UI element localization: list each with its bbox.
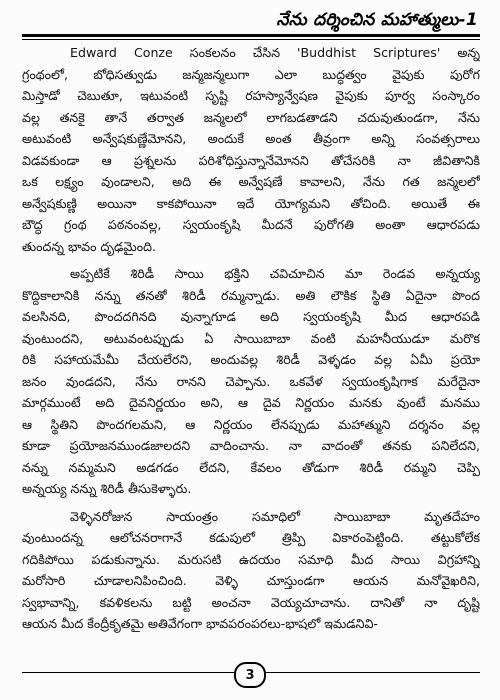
text-line: ఒక లక్ష్యం వుండాలని, అది ఈ అన్వేషణే కావాలని, నేను గత జన్మలలో (22, 174, 480, 189)
text-line: వుంటుందన్న ఆలోచనరాగానే కడుపులో త్రిప్పి వికారంపెట్టింది. తట్టుకోలేక (22, 530, 480, 545)
text-line: గదికిపోయి పడుకున్నాను. మరుసటి ఉదయం సమాధి మీద సాయి విగ్రహాన్ని (22, 551, 480, 567)
text-line: మిస్తాడో చెబుతూ, ఇటువంటి సృష్టి రహస్యాన్వేషణ వైపుకు పూర్వ సంస్కారం (22, 88, 480, 103)
text-line: వలసినది, పొందదగినది వున్నాగూడ అది స్వయంకృషి మీద ఆధారపడి (22, 309, 480, 324)
text-line: మరోసారి చూడాలనిపించింది. వెళ్ళి చూస్తుండగా ఆయన మనోవైఖరిని, (22, 573, 480, 588)
text-line: Edward Conze సంకలనం చేసిన 'Buddhist Scriptures' అన్న (70, 45, 480, 60)
text-line: ఆ స్థితిని పొందగలమని, ఆ నిర్ణయం లేనప్పుడు మహాత్ముని దర్శనం వల్ల (22, 416, 480, 432)
text-line: జనం వుండదని, నేను రానని చెప్పాను. ఒకవేళ స్వయంకృషిగాక మరేదైనా (22, 373, 480, 389)
text-line: వల్ల తనకై తానే తర్వాత జన్మలలో లాగబడతాడని చదువుతుండగా, నేను (22, 109, 480, 125)
paragraph (22, 263, 480, 500)
page-number-text: 3 (245, 667, 255, 683)
running-header (22, 4, 480, 34)
text-line: అటువంటి అన్వేషకుణ్ణేమోనని, అందుకే అంత తీవ్రంగా అన్ని సంవత్సరాలు (22, 131, 480, 146)
text-line: తుందన్న భావం దృఢమైంది. (22, 238, 156, 254)
header-rule-thick (22, 34, 480, 37)
page-body (22, 42, 480, 635)
text-line: వుంటుందని, అటువంటప్పుడు ఏ సాయిబాబా వంటి మహనీయుడూ మరొక (22, 330, 480, 346)
header-rule-thin (22, 39, 480, 40)
text-line: కూడా ప్రయోజనముండజాలదని వాదించాను. నా వాదంతో తనకు పనిలేదని, (22, 438, 480, 453)
text-line: వెళ్ళినరోజున సాయంత్రం సమాధిలో సాయిబాబా మృతదేహం (70, 508, 480, 524)
text-line: బౌద్ధ గ్రంథ పఠనంవల్ల, స్వయంకృషి మీదనే పురోగతి అంతా ఆధారపడు (22, 217, 480, 232)
text-line: అప్పటికే శిరిడీ సాయి భక్తిని చవిచూచిన మా రెండవ అన్నయ్య (70, 266, 480, 281)
text-line: అన్వేషకుణ్ణి అయినా కాకపోయినా ఇదే యోగ్యమని తోచింది. అయితే ఈ (22, 195, 480, 211)
text-line: ఆయన మీద కేంద్రీకృతమై అతివేగంగా భావపరంపరలు-భాషలో ఇమడనివి- (22, 616, 378, 631)
paragraph (22, 42, 480, 257)
text-line: రికి సహాయమేమీ చేయలేరని, అందువల్ల శిరిడీ వెళ్ళడం వల్ల ఏమీ ప్రయో (22, 352, 480, 367)
text-line: మార్గముంటే అది దైవనిర్ణయం అని, ఆ దైవ నిర్ణయం మనకు వుంటే మనము (22, 395, 480, 410)
running-header-title: నేను దర్శించిన మహాత్ములు-1 (276, 10, 478, 30)
text-line: స్వభావాన్ని, కవళికలను బట్టి అంచనా వెయ్యచూచాను. దానితో నా దృష్టి (22, 594, 480, 610)
text-line: గ్రంథంలో, బోధిసత్వుడు జన్మజన్మలుగా ఎలా బుద్ధత్వం వైపుకు పురోగ (22, 66, 480, 82)
text-line: అన్నయ్య నన్ను శిరిడీ తీసుకెళ్ళారు. (22, 481, 192, 496)
paragraph (22, 506, 480, 635)
text-line: కొద్దికాలానికి నన్ను తనతో శిరిడీ రమ్మన్నాడు. అతి లౌకిక స్థితి ఏదైనా పొంద (22, 287, 480, 303)
text-line: విడవకుండా ఆ ప్రశ్నలను పరిశోధిస్తున్నానేమోనని తోచేసరికి నా జీవితానికి (22, 152, 480, 168)
page-number (234, 662, 266, 688)
text-line: నన్ను నమ్మమని అడగడం లేదని, కేవలం తోడుగా శిరిడీ రమ్మని చెప్పి (22, 459, 480, 475)
